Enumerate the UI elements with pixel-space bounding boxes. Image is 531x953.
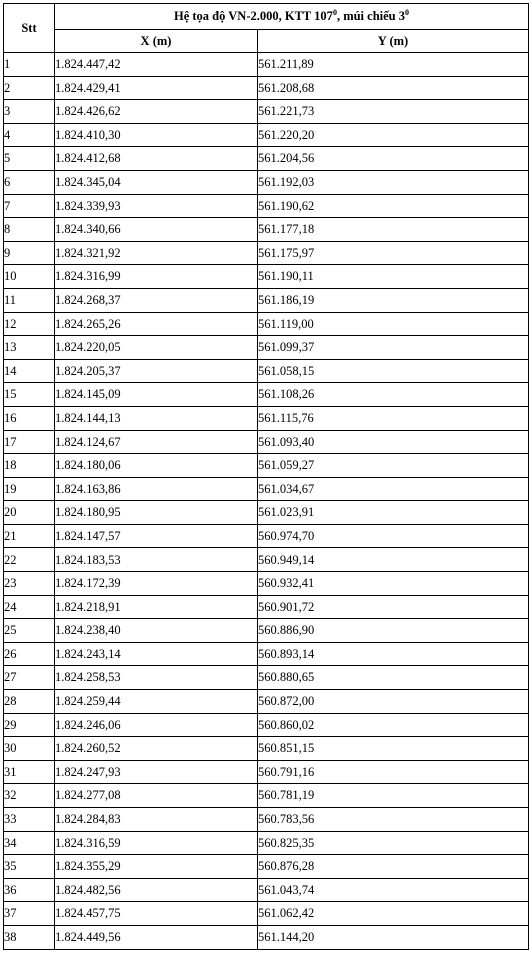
cell-stt: 38 <box>4 925 55 949</box>
table-row <box>4 713 529 737</box>
cell-y: 561.186,19 <box>258 288 529 312</box>
cell-stt: 37 <box>4 902 55 926</box>
table-row <box>4 477 529 501</box>
cell-stt: 10 <box>4 265 55 289</box>
cell-stt: 34 <box>4 831 55 855</box>
cell-stt: 22 <box>4 548 55 572</box>
cell-x: 1.824.124,67 <box>55 430 258 454</box>
cell-stt: 27 <box>4 666 55 690</box>
cell-x: 1.824.259,44 <box>55 690 258 714</box>
cell-x: 1.824.163,86 <box>55 477 258 501</box>
cell-y: 560.860,02 <box>258 713 529 737</box>
cell-stt: 30 <box>4 737 55 761</box>
header-y: Y (m) <box>258 30 529 53</box>
table-row <box>4 690 529 714</box>
cell-x: 1.824.145,09 <box>55 383 258 407</box>
cell-stt: 1 <box>4 53 55 77</box>
cell-y: 560.781,19 <box>258 784 529 808</box>
cell-stt: 8 <box>4 218 55 242</box>
table-row <box>4 218 529 242</box>
cell-x: 1.824.447,42 <box>55 53 258 77</box>
table-row <box>4 265 529 289</box>
cell-y: 561.093,40 <box>258 430 529 454</box>
table-row <box>4 312 529 336</box>
cell-x: 1.824.180,06 <box>55 454 258 478</box>
cell-y: 561.204,56 <box>258 147 529 171</box>
cell-y: 560.783,56 <box>258 808 529 832</box>
cell-y: 560.791,16 <box>258 760 529 784</box>
table-row <box>4 619 529 643</box>
cell-x: 1.824.180,95 <box>55 501 258 525</box>
table-row <box>4 383 529 407</box>
cell-x: 1.824.457,75 <box>55 902 258 926</box>
cell-y: 560.893,14 <box>258 642 529 666</box>
table-row <box>4 501 529 525</box>
cell-y: 560.876,28 <box>258 855 529 879</box>
table-header <box>4 4 529 53</box>
table-row <box>4 548 529 572</box>
table-row <box>4 878 529 902</box>
cell-y: 561.099,37 <box>258 336 529 360</box>
cell-x: 1.824.218,91 <box>55 595 258 619</box>
cell-y: 561.208,68 <box>258 76 529 100</box>
table-row <box>4 123 529 147</box>
table-row <box>4 784 529 808</box>
cell-y: 560.886,90 <box>258 619 529 643</box>
cell-stt: 31 <box>4 760 55 784</box>
header-degree-sup-2: 0 <box>405 8 409 18</box>
cell-stt: 16 <box>4 406 55 430</box>
cell-y: 560.974,70 <box>258 524 529 548</box>
cell-x: 1.824.284,83 <box>55 808 258 832</box>
table-row <box>4 336 529 360</box>
cell-x: 1.824.316,59 <box>55 831 258 855</box>
table-row <box>4 359 529 383</box>
cell-y: 561.190,62 <box>258 194 529 218</box>
cell-stt: 17 <box>4 430 55 454</box>
cell-stt: 29 <box>4 713 55 737</box>
cell-x: 1.824.144,13 <box>55 406 258 430</box>
cell-y: 561.119,00 <box>258 312 529 336</box>
cell-x: 1.824.426,62 <box>55 100 258 124</box>
header-stt: Stt <box>4 4 55 53</box>
cell-x: 1.824.316,99 <box>55 265 258 289</box>
table-row <box>4 595 529 619</box>
cell-x: 1.824.265,26 <box>55 312 258 336</box>
cell-stt: 24 <box>4 595 55 619</box>
cell-y: 560.880,65 <box>258 666 529 690</box>
header-row-group <box>4 4 529 30</box>
header-coordinate-system-text: Hệ tọa độ VN-2.000, KTT 107 <box>174 9 333 24</box>
cell-stt: 25 <box>4 619 55 643</box>
cell-y: 560.825,35 <box>258 831 529 855</box>
cell-x: 1.824.482,56 <box>55 878 258 902</box>
table-row <box>4 241 529 265</box>
cell-stt: 33 <box>4 808 55 832</box>
cell-stt: 14 <box>4 359 55 383</box>
cell-stt: 26 <box>4 642 55 666</box>
cell-stt: 19 <box>4 477 55 501</box>
cell-x: 1.824.345,04 <box>55 170 258 194</box>
cell-x: 1.824.238,40 <box>55 619 258 643</box>
cell-stt: 23 <box>4 572 55 596</box>
cell-y: 560.901,72 <box>258 595 529 619</box>
table-row <box>4 572 529 596</box>
table-row <box>4 855 529 879</box>
cell-x: 1.824.340,66 <box>55 218 258 242</box>
cell-y: 561.211,89 <box>258 53 529 77</box>
cell-y: 560.851,15 <box>258 737 529 761</box>
cell-y: 561.221,73 <box>258 100 529 124</box>
cell-x: 1.824.355,29 <box>55 855 258 879</box>
cell-stt: 11 <box>4 288 55 312</box>
cell-y: 561.062,42 <box>258 902 529 926</box>
table-row <box>4 53 529 77</box>
cell-stt: 5 <box>4 147 55 171</box>
cell-x: 1.824.258,53 <box>55 666 258 690</box>
cell-stt: 13 <box>4 336 55 360</box>
cell-y: 561.144,20 <box>258 925 529 949</box>
cell-y: 561.043,74 <box>258 878 529 902</box>
cell-stt: 6 <box>4 170 55 194</box>
cell-y: 561.034,67 <box>258 477 529 501</box>
table-row <box>4 808 529 832</box>
cell-x: 1.824.321,92 <box>55 241 258 265</box>
cell-x: 1.824.260,52 <box>55 737 258 761</box>
table-row <box>4 100 529 124</box>
table-row <box>4 666 529 690</box>
cell-x: 1.824.449,56 <box>55 925 258 949</box>
cell-stt: 36 <box>4 878 55 902</box>
cell-stt: 32 <box>4 784 55 808</box>
header-row-columns <box>4 30 529 53</box>
table-row <box>4 831 529 855</box>
header-x: X (m) <box>55 30 258 53</box>
table-row <box>4 642 529 666</box>
cell-x: 1.824.220,05 <box>55 336 258 360</box>
cell-stt: 15 <box>4 383 55 407</box>
cell-stt: 20 <box>4 501 55 525</box>
header-degree-sup-1: 0 <box>332 8 337 18</box>
cell-stt: 9 <box>4 241 55 265</box>
cell-x: 1.824.277,08 <box>55 784 258 808</box>
cell-stt: 3 <box>4 100 55 124</box>
table-row <box>4 147 529 171</box>
cell-x: 1.824.246,06 <box>55 713 258 737</box>
table-row <box>4 760 529 784</box>
table-row <box>4 454 529 478</box>
table-row <box>4 902 529 926</box>
cell-stt: 2 <box>4 76 55 100</box>
cell-x: 1.824.410,30 <box>55 123 258 147</box>
cell-y: 561.115,76 <box>258 406 529 430</box>
cell-y: 561.190,11 <box>258 265 529 289</box>
header-coordinate-system-middle: , múi chiếu 3 <box>336 9 405 24</box>
cell-x: 1.824.247,93 <box>55 760 258 784</box>
cell-y: 561.220,20 <box>258 123 529 147</box>
table-row <box>4 737 529 761</box>
cell-y: 561.058,15 <box>258 359 529 383</box>
cell-y: 560.932,41 <box>258 572 529 596</box>
cell-y: 561.175,97 <box>258 241 529 265</box>
cell-stt: 35 <box>4 855 55 879</box>
table-row <box>4 288 529 312</box>
cell-stt: 12 <box>4 312 55 336</box>
cell-x: 1.824.205,37 <box>55 359 258 383</box>
cell-x: 1.824.183,53 <box>55 548 258 572</box>
cell-stt: 28 <box>4 690 55 714</box>
cell-y: 561.059,27 <box>258 454 529 478</box>
table-row <box>4 194 529 218</box>
cell-stt: 7 <box>4 194 55 218</box>
table-row <box>4 406 529 430</box>
cell-stt: 18 <box>4 454 55 478</box>
cell-y: 561.023,91 <box>258 501 529 525</box>
table-row <box>4 925 529 949</box>
table-row <box>4 76 529 100</box>
cell-x: 1.824.339,93 <box>55 194 258 218</box>
cell-x: 1.824.243,14 <box>55 642 258 666</box>
cell-x: 1.824.268,37 <box>55 288 258 312</box>
table-body <box>4 53 529 950</box>
cell-y: 561.177,18 <box>258 218 529 242</box>
cell-stt: 21 <box>4 524 55 548</box>
cell-y: 561.192,03 <box>258 170 529 194</box>
table-row <box>4 524 529 548</box>
table-row <box>4 430 529 454</box>
cell-y: 560.872,00 <box>258 690 529 714</box>
cell-stt: 4 <box>4 123 55 147</box>
coordinate-table <box>3 3 529 950</box>
cell-x: 1.824.412,68 <box>55 147 258 171</box>
table-row <box>4 170 529 194</box>
header-coordinate-system <box>55 4 529 30</box>
cell-y: 560.949,14 <box>258 548 529 572</box>
cell-y: 561.108,26 <box>258 383 529 407</box>
cell-x: 1.824.429,41 <box>55 76 258 100</box>
cell-x: 1.824.147,57 <box>55 524 258 548</box>
cell-x: 1.824.172,39 <box>55 572 258 596</box>
